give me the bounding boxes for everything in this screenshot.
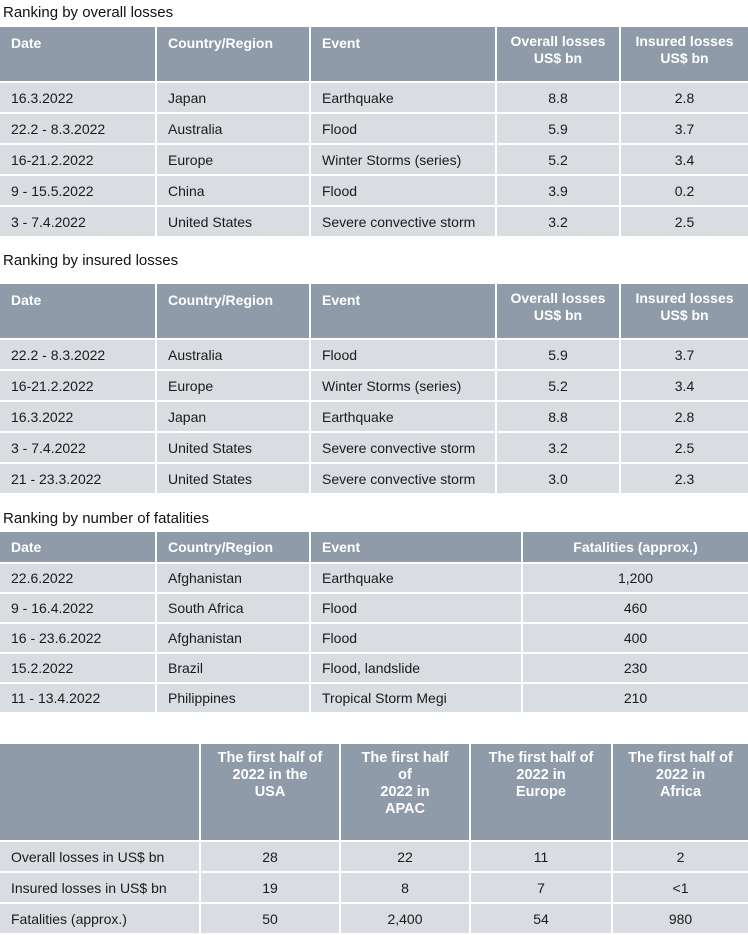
- table-row: [0, 563, 748, 593]
- cell-fatalities: 460: [522, 593, 748, 623]
- cell-overall: 3.0: [496, 463, 620, 494]
- cell-event: Flood: [310, 339, 496, 370]
- cell-event: Severe convective storm: [310, 206, 496, 237]
- table-row: [0, 144, 748, 175]
- cell-date: 16-21.2.2022: [0, 370, 156, 401]
- cell-event: Severe convective storm: [310, 432, 496, 463]
- cell-event: Flood: [310, 593, 522, 623]
- header-fatalities: Fatalities (approx.): [522, 532, 748, 563]
- header-event: Event: [310, 284, 496, 339]
- cell-event: Severe convective storm: [310, 463, 496, 494]
- cell-event: Winter Storms (series): [310, 144, 496, 175]
- cell-overall: 5.9: [496, 339, 620, 370]
- cell-event: Earthquake: [310, 563, 522, 593]
- summary-table: [0, 744, 748, 935]
- cell-africa: 2: [612, 841, 748, 872]
- cell-africa: 980: [612, 903, 748, 934]
- overall-losses-table: [0, 27, 748, 238]
- table-header-row: [0, 27, 748, 82]
- cell-date: 22.2 - 8.3.2022: [0, 339, 156, 370]
- cell-country: Japan: [156, 82, 310, 113]
- cell-metric: Overall losses in US$ bn: [0, 841, 200, 872]
- table-row: [0, 339, 748, 370]
- cell-usa: 28: [200, 841, 340, 872]
- fatalities-table: [0, 532, 748, 714]
- cell-metric: Insured losses in US$ bn: [0, 872, 200, 903]
- header-usa: The first half of 2022 in the USA: [200, 744, 340, 841]
- table-header-row: [0, 284, 748, 339]
- cell-event: Flood: [310, 623, 522, 653]
- table-row: [0, 653, 748, 683]
- cell-event: Winter Storms (series): [310, 370, 496, 401]
- cell-event: Flood: [310, 113, 496, 144]
- header-insured-losses: Insured losses US$ bn: [620, 284, 748, 339]
- cell-metric: Fatalities (approx.): [0, 903, 200, 934]
- cell-europe: 11: [470, 841, 612, 872]
- cell-europe: 54: [470, 903, 612, 934]
- overall-losses-title: Ranking by overall losses: [3, 4, 174, 21]
- cell-insured: 2.8: [620, 401, 748, 432]
- header-event: Event: [310, 532, 522, 563]
- cell-europe: 7: [470, 872, 612, 903]
- cell-usa: 50: [200, 903, 340, 934]
- header-blank: [0, 744, 200, 841]
- cell-insured: 3.7: [620, 339, 748, 370]
- cell-event: Tropical Storm Megi: [310, 683, 522, 713]
- header-africa: The first half of 2022 in Africa: [612, 744, 748, 841]
- cell-insured: 2.5: [620, 206, 748, 237]
- header-country: Country/Region: [156, 284, 310, 339]
- table-row: [0, 903, 748, 934]
- cell-apac: 8: [340, 872, 470, 903]
- table-header-row: [0, 532, 748, 563]
- cell-overall: 8.8: [496, 401, 620, 432]
- cell-africa: <1: [612, 872, 748, 903]
- table-row: [0, 82, 748, 113]
- cell-country: Afghanistan: [156, 563, 310, 593]
- cell-event: Flood, landslide: [310, 653, 522, 683]
- table-row: [0, 370, 748, 401]
- table-row: [0, 683, 748, 713]
- cell-event: Earthquake: [310, 82, 496, 113]
- cell-event: Flood: [310, 175, 496, 206]
- cell-country: Australia: [156, 339, 310, 370]
- cell-country: China: [156, 175, 310, 206]
- cell-country: United States: [156, 463, 310, 494]
- cell-overall: 5.2: [496, 144, 620, 175]
- header-europe: The first half of 2022 in Europe: [470, 744, 612, 841]
- cell-overall: 5.2: [496, 370, 620, 401]
- cell-country: Australia: [156, 113, 310, 144]
- cell-apac: 22: [340, 841, 470, 872]
- fatalities-title: Ranking by number of fatalities: [3, 510, 209, 527]
- cell-date: 3 - 7.4.2022: [0, 206, 156, 237]
- cell-overall: 3.2: [496, 206, 620, 237]
- header-date: Date: [0, 27, 156, 82]
- cell-country: Brazil: [156, 653, 310, 683]
- cell-date: 22.2 - 8.3.2022: [0, 113, 156, 144]
- cell-country: Philippines: [156, 683, 310, 713]
- table-row: [0, 113, 748, 144]
- cell-country: Japan: [156, 401, 310, 432]
- cell-date: 22.6.2022: [0, 563, 156, 593]
- cell-country: Europe: [156, 144, 310, 175]
- header-country: Country/Region: [156, 532, 310, 563]
- cell-insured: 2.8: [620, 82, 748, 113]
- table-row: [0, 463, 748, 494]
- cell-country: Afghanistan: [156, 623, 310, 653]
- cell-usa: 19: [200, 872, 340, 903]
- cell-country: Europe: [156, 370, 310, 401]
- cell-event: Earthquake: [310, 401, 496, 432]
- cell-date: 16.3.2022: [0, 401, 156, 432]
- cell-date: 3 - 7.4.2022: [0, 432, 156, 463]
- table-row: [0, 841, 748, 872]
- cell-fatalities: 230: [522, 653, 748, 683]
- table-row: [0, 432, 748, 463]
- cell-date: 11 - 13.4.2022: [0, 683, 156, 713]
- header-date: Date: [0, 284, 156, 339]
- cell-date: 16-21.2.2022: [0, 144, 156, 175]
- cell-country: United States: [156, 206, 310, 237]
- cell-overall: 8.8: [496, 82, 620, 113]
- table-row: [0, 593, 748, 623]
- header-insured-losses: Insured losses US$ bn: [620, 27, 748, 82]
- cell-overall: 3.2: [496, 432, 620, 463]
- cell-apac: 2,400: [340, 903, 470, 934]
- cell-insured: 3.4: [620, 144, 748, 175]
- cell-date: 16.3.2022: [0, 82, 156, 113]
- cell-insured: 2.5: [620, 432, 748, 463]
- cell-date: 9 - 15.5.2022: [0, 175, 156, 206]
- cell-insured: 0.2: [620, 175, 748, 206]
- header-event: Event: [310, 27, 496, 82]
- cell-country: United States: [156, 432, 310, 463]
- cell-insured: 3.7: [620, 113, 748, 144]
- cell-date: 16 - 23.6.2022: [0, 623, 156, 653]
- table-row: [0, 206, 748, 237]
- cell-date: 15.2.2022: [0, 653, 156, 683]
- cell-country: South Africa: [156, 593, 310, 623]
- table-row: [0, 175, 748, 206]
- cell-insured: 3.4: [620, 370, 748, 401]
- cell-fatalities: 1,200: [522, 563, 748, 593]
- cell-overall: 3.9: [496, 175, 620, 206]
- insured-losses-title: Ranking by insured losses: [3, 252, 179, 269]
- cell-date: 21 - 23.3.2022: [0, 463, 156, 494]
- header-apac: The first half of 2022 in APAC: [340, 744, 470, 841]
- cell-insured: 2.3: [620, 463, 748, 494]
- table-row: [0, 401, 748, 432]
- cell-overall: 5.9: [496, 113, 620, 144]
- cell-fatalities: 210: [522, 683, 748, 713]
- table-header-row: [0, 744, 748, 841]
- header-overall-losses: Overall losses US$ bn: [496, 27, 620, 82]
- header-date: Date: [0, 532, 156, 563]
- insured-losses-table: [0, 284, 748, 495]
- header-country: Country/Region: [156, 27, 310, 82]
- cell-date: 9 - 16.4.2022: [0, 593, 156, 623]
- cell-fatalities: 400: [522, 623, 748, 653]
- table-row: [0, 872, 748, 903]
- header-overall-losses: Overall losses US$ bn: [496, 284, 620, 339]
- table-row: [0, 623, 748, 653]
